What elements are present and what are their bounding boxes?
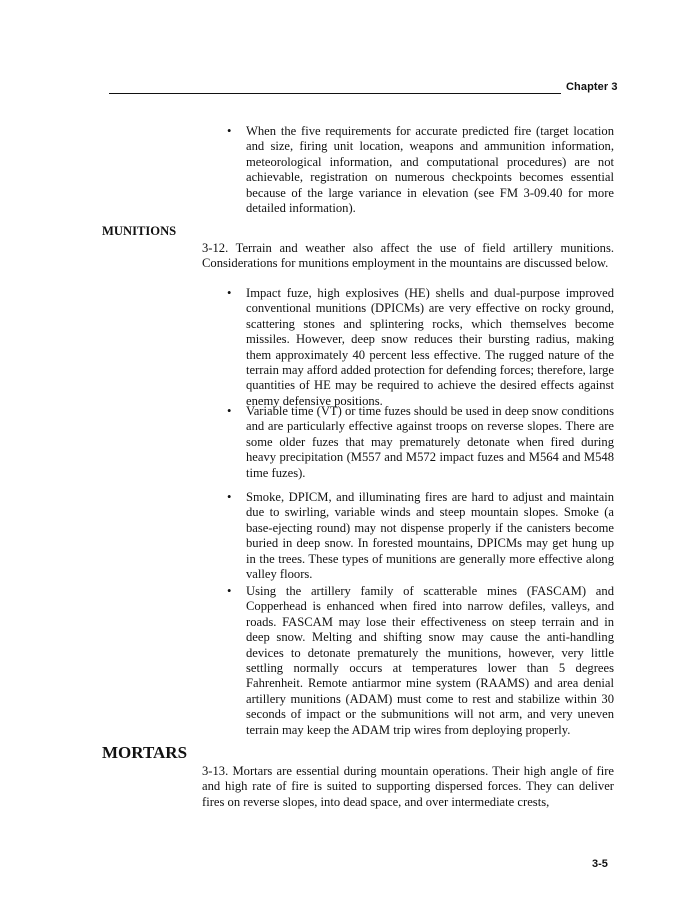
bullet-text: When the five requirements for accurate predicted fire (target location and size, firing unit location, weapons and ammunition information, meteorological information, and computational procedures) are not achievable, registration on numerous checkpoints becomes essential because of the large variance in elevation (see FM 3-09.40 for more detailed information). bbox=[246, 124, 614, 216]
page-number: 3-5 bbox=[592, 858, 608, 870]
chapter-label: Chapter 3 bbox=[566, 81, 618, 93]
bullet-text: Variable time (VT) or time fuzes should be used in deep snow conditions and are particularly effective against troops on reverse slopes. There are some older fuzes that may prematurely detonate when fired during heavy precipitation (M557 and M572 impact fuzes and M564 and M548 time fuzes). bbox=[246, 404, 614, 480]
bullet-text: Using the artillery family of scatterable mines (FASCAM) and Copperhead is enhanced when fired into narrow defiles, valleys, and roads. FASCAM may lose their effectiveness on steep terrain and in deep snow. Melting and shifting snow may cause the anti-handling devices to detonate prematurely the munitions, however, very little settling normally occurs at temperatures lower than 5 degrees Fahrenheit. Remote antiarmor mine system (RAAMS) and area denial artillery munitions (ADAM) must come to rest and stabilize within 30 seconds of impact or the submunitions will not arm, and very uneven terrain may keep the ADAM trip wires from deploying properly. bbox=[246, 584, 614, 737]
intro-bullet bbox=[227, 124, 614, 216]
munitions-intro: 3-12. Terrain and weather also affect the use of field artillery munitions. Considerations for munitions employment in the mountains are discussed below. bbox=[202, 241, 614, 271]
bullet-text: Smoke, DPICM, and illuminating fires are hard to adjust and maintain due to swirling, variable winds and steep mountain slopes. Smoke (a base-ejecting round) may not dispense properly if the canisters become buried in deep snow. In forested mountains, DPICMs may get hung up in the trees. These types of munitions are generally more effective along valley floors. bbox=[246, 490, 614, 582]
munitions-bullet bbox=[227, 584, 614, 738]
munitions-heading: MUNITIONS bbox=[102, 224, 177, 238]
munitions-bullet bbox=[227, 286, 614, 409]
munitions-bullet bbox=[227, 404, 614, 481]
bullet-marker: • bbox=[227, 124, 232, 138]
bullet-text: Impact fuze, high explosives (HE) shells and dual-purpose improved conventional munitions (DPICMs) are very effective on rocky ground, scattering stones and splintering rocks, which themselves become missiles. However, deep snow reduces their bursting radius, making them approximately 40 percent less effective. The rugged nature of the terrain may afford added protection for defending forces; therefore, large quantities of HE may be required to achieve the desired effects against enemy defensive positions. bbox=[246, 286, 614, 408]
bullet-marker: • bbox=[227, 584, 232, 598]
bullet-marker: • bbox=[227, 490, 232, 504]
header-rule bbox=[109, 93, 561, 94]
munitions-bullet bbox=[227, 490, 614, 582]
bullet-marker: • bbox=[227, 404, 232, 418]
mortars-heading: MORTARS bbox=[102, 743, 188, 762]
mortars-intro: 3-13. Mortars are essential during mountain operations. Their high angle of fire and high rate of fire is suited to supporting dispersed forces. They can deliver fires on reverse slopes, into dead space, and over intermediate crests, bbox=[202, 764, 614, 809]
bullet-marker: • bbox=[227, 286, 232, 300]
